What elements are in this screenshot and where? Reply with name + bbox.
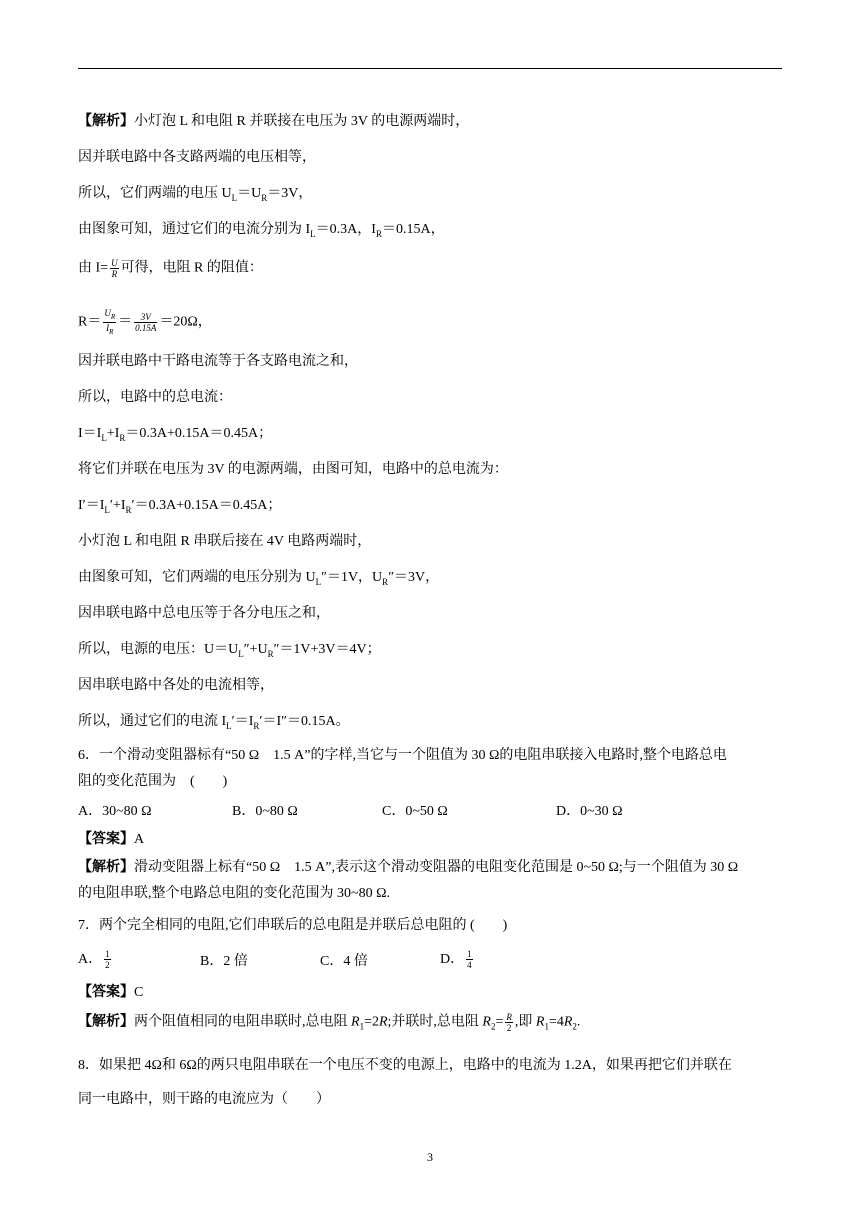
q7-answer: 【答案】C [78, 985, 144, 1000]
analysis-line-12: 小灯泡 L 和电阻 R 串联后接在 4V 电路两端时， [78, 534, 372, 549]
q7-option-b: B．2 倍 [200, 954, 248, 969]
q6-analysis-line-2: 的电阻串联,整个电路总电阻的变化范围为 30~80 Ω. [78, 886, 390, 901]
analysis-line-8: 所以，电路中的总电流： [78, 390, 232, 405]
q6-stem-line-2: 阻的变化范围为 ( ) [78, 774, 228, 789]
analysis-line-16: 因串联电路中各处的电流相等， [78, 678, 274, 693]
q7-analysis: 【解析】两个阻值相同的电阻串联时,总电阻 $R_1=2R$;并联时,总电阻 $R_2=$ $\frac{R}{2}$ ,即 $R_1=4R_2$. [78, 1012, 581, 1033]
fraction-ur-over-ir: $\frac{U_R}{I_R}$ [104, 308, 116, 336]
page-number: 3 [427, 1150, 433, 1164]
fraction-3v-over-015a: $\frac{3V}{0.15A}$ [135, 311, 157, 333]
analysis-line-13: 由图象可知，它们两端的电压分别为 $U_L''=1V$，$U_R''=3V$， [78, 570, 440, 587]
q6-option-a: A．30~80 Ω [78, 804, 152, 819]
q6-option-b: B．0~80 Ω [232, 804, 298, 819]
q7-option-d: D． $\frac{1}{4}$ [440, 949, 472, 971]
analysis-line-5: 由 I= $\frac{U}{R}$ 可得，电阻 R 的阻值： [78, 258, 263, 279]
analysis-line-11: $I'=I_L'+I_R'=0.3A+0.15A=0.45A$； [78, 498, 282, 515]
analysis-line-4: 由图象可知，通过它们的电流分别为 $I_L=0.3A$，$I_R=0.15A$， [78, 222, 445, 239]
q7-option-c: C．4 倍 [320, 954, 368, 969]
q7-option-a: A． $\frac{1}{2}$ [78, 949, 110, 971]
fraction-u-over-r: $\frac{U}{R}$ [111, 258, 118, 279]
analysis-line-7: 因并联电路中干路电流等于各支路电流之和， [78, 354, 358, 369]
q8-stem-line-2: 同一电路中，则干路的电流应为（ ） [78, 1092, 330, 1107]
analysis-line-2: 因并联电路中各支路两端的电压相等， [78, 150, 316, 165]
analysis-line-6: R＝ $\frac{U_R}{I_R}$ ＝ $\frac{3V}{0.15A}$ ＝20Ω， [78, 308, 212, 336]
analysis-line-15: 所以，电源的电压：$U=U_L''+U_R''=1V+3V=4V$； [78, 642, 381, 659]
q6-answer: 【答案】A [78, 832, 145, 847]
analysis-line-17: 所以，通过它们的电流 $I_L'=I_R'=I''=0.15A$。 [78, 714, 350, 731]
q8-stem-line-1: 8．如果把 4Ω和 6Ω的两只电阻串联在一个电压不变的电源上，电路中的电流为 1.2A，如果再把它们并联在 [78, 1058, 732, 1073]
analysis-tag: 【解析】 [78, 114, 134, 129]
q7-stem: 7．两个完全相同的电阻,它们串联后的总电阻是并联后总电阻的 ( ) [78, 918, 508, 933]
analysis-line-1: 【解析】小灯泡 L 和电阻 R 并联接在电压为 3V 的电源两端时， [78, 114, 470, 129]
analysis-line-10: 将它们并联在电压为 3V 的电源两端，由图可知，电路中的总电流为： [78, 462, 508, 477]
q6-option-d: D．0~30 Ω [556, 804, 623, 819]
analysis-line-9: $I=I_L+I_R=0.3A+0.15A=0.45A$； [78, 426, 273, 443]
analysis-line-14: 因串联电路中总电压等于各分电压之和， [78, 606, 330, 621]
header-rule [78, 68, 782, 69]
q6-stem-line-1: 6．一个滑动变阻器标有“50 Ω 1.5 A”的字样,当它与一个阻值为 30 Ω的电阻串联接入电路时,整个电路总电 [78, 748, 727, 763]
q6-option-c: C．0~50 Ω [382, 804, 448, 819]
analysis-line-3: 所以，它们两端的电压 $U_L=U_R=3V$， [78, 186, 313, 203]
q6-analysis-line-1: 【解析】滑动变阻器上标有“50 Ω 1.5 A”,表示这个滑动变阻器的电阻变化范围是 0~50 Ω;与一个阻值为 30 Ω [78, 860, 739, 875]
